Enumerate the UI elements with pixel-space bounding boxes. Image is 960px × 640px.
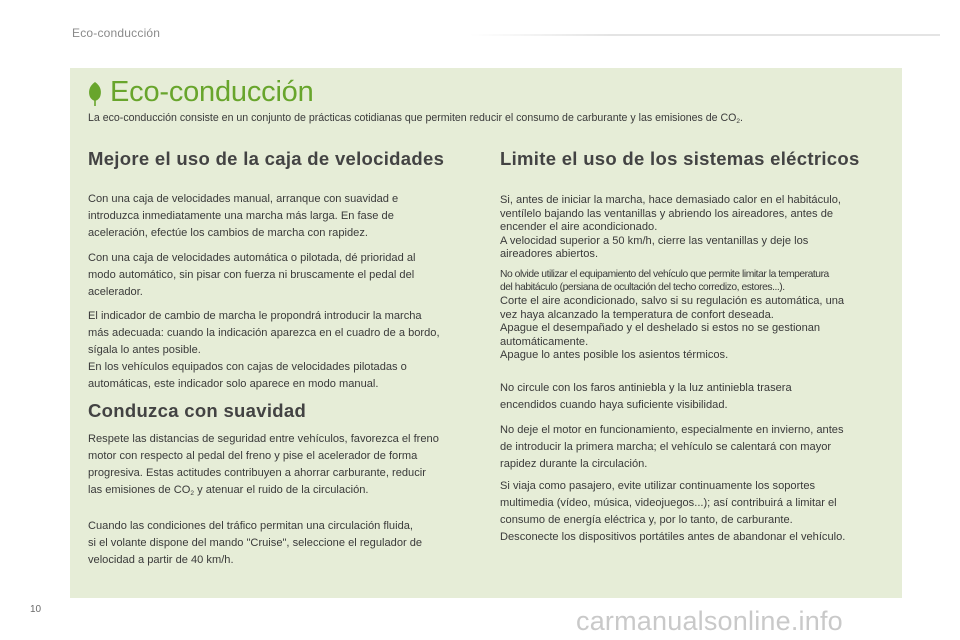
page-title: Eco-conducción (110, 76, 314, 108)
intro-paragraph: La eco-conducción consiste en un conjunto de prácticas cotidianas que permiten reducir el consumo de carburante y las emisiones de $CO_2$. (88, 112, 743, 125)
heading-electrical-systems: Limite el uso de los sistemas eléctricos (500, 148, 860, 169)
watermark: carmanualsonline.info (576, 606, 843, 636)
paragraph-smooth-driving: Respete las distancias de seguridad entre vehículos, favorezca el freno motor con respecto al pedal del freno y pise el acelerador de forma progresiva. Estas actitudes contribuyen a ahorrar carburante, reducir las emisiones de $CO_2$ y atenuar el ruido de la circulación. (88, 433, 439, 497)
heading-smooth-driving: Conduzca con suavidad (88, 400, 307, 421)
paragraph-fog-lights: No circule con los faros antiniebla y la luz antiniebla trasera encendidos cuando haya suficiente visibilidad. (500, 382, 792, 411)
paragraph-engine-idle: No deje el motor en funcionamiento, especialmente en invierno, antes de introducir la primera marcha; el vehículo se calentará con mayor rapidez durante la circulación. (500, 424, 844, 470)
heading-gearbox: Mejore el uso de la caja de velocidades (88, 148, 445, 169)
paragraph-air-conditioning: Corte el aire acondicionado, salvo si su regulación es automática, una vez haya alcanzado la temperatura de confort deseada. Apague el desempañado y el deshelado si estos no se gestionan automáticamente. Apague lo antes posible los asientos térmicos. (500, 295, 845, 361)
page-number: 10 (30, 604, 42, 615)
paragraph-manual-gearbox: Con una caja de velocidades manual, arranque con suavidad e introduzca inmediatamente una marcha más larga. En fase de aceleración, efectúe los cambios de marcha con rapidez. (88, 193, 399, 239)
paragraph-ventilation: Si, antes de iniciar la marcha, hace demasiado calor en el habitáculo, ventílelo bajando las ventanillas y abriendo los aireadores, antes de encender el aire acondicionado. A velocidad superior a 50 km/h, cierre las ventanillas y deje los aireadores abiertos. (500, 194, 842, 260)
paragraph-automatic-gearbox: Con una caja de velocidades automática o pilotada, dé prioridad al modo automático, sin pisar con fuerza ni bruscamente el pedal del acelerador. (88, 252, 416, 298)
paragraph-gear-indicator: El indicador de cambio de marcha le propondrá introducir la marcha más adecuada: cuando la indicación aparezca en el cuadro de a bordo, sígala lo antes posible. En los vehículos equipados con cajas de velocidades pilotadas o automáticas, este indicador solo aparece en modo manual. (88, 310, 440, 390)
header-divider (470, 34, 940, 36)
paragraph-ventilation-note: No olvide utilizar el equipamiento del vehículo que permite limitar la temperatura del habitáculo (persiana de ocultación del techo corredizo, estores...). (500, 269, 829, 293)
paragraph-cruise-control: Cuando las condiciones del tráfico permitan una circulación fluida, si el volante dispone del mando "Cruise", seleccione el regulador de velocidad a partir de 40 km/h. (88, 520, 423, 566)
header-title: Eco-conducción (72, 26, 161, 40)
eco-leaf-icon (87, 81, 103, 107)
eco-panel (70, 68, 902, 598)
paragraph-multimedia: Si viaja como pasajero, evite utilizar continuamente los soportes multimedia (vídeo, música, videojuegos...); así contribuirá a limitar el consumo de energía eléctrica y, por lo tanto, de carburante. Desconecte los dispositivos portátiles antes de abandonar el vehículo. (500, 480, 846, 543)
